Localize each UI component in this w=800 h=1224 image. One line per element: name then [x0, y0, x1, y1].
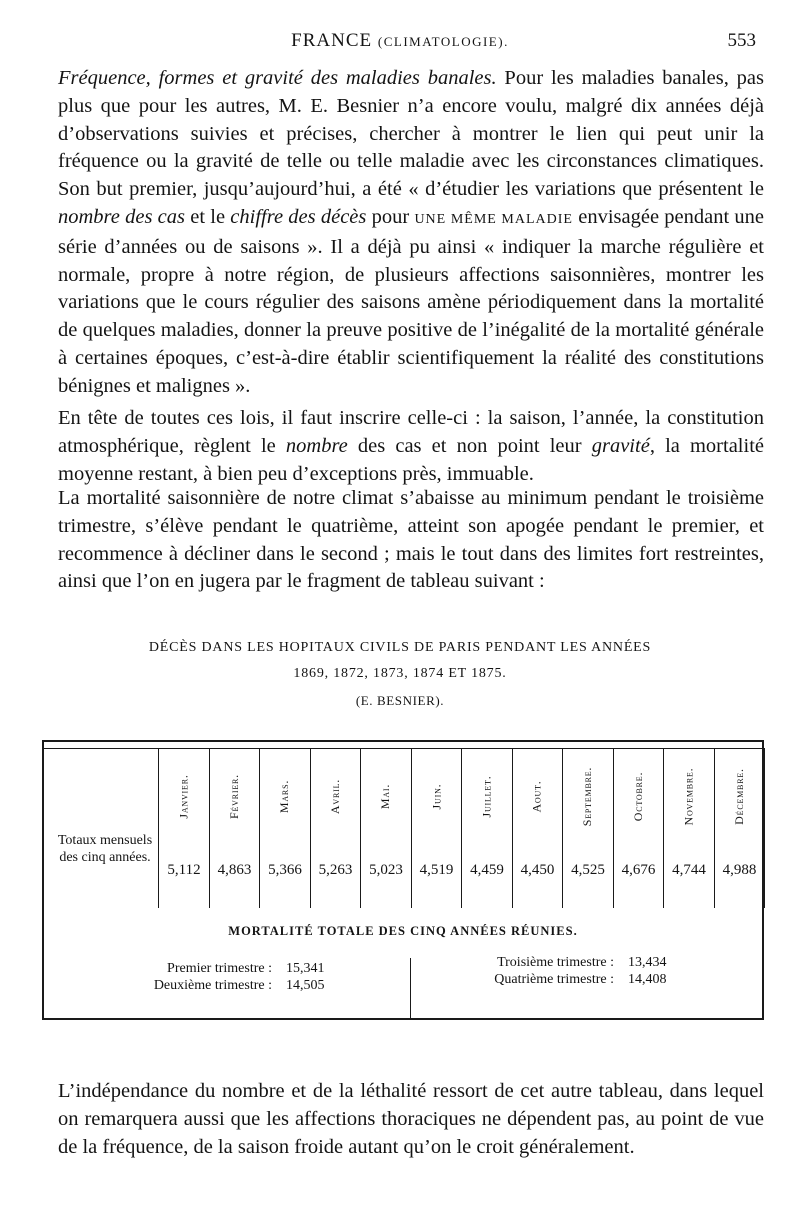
running-title	[275, 30, 525, 52]
month-header	[614, 754, 664, 838]
paragraph-frequence	[58, 65, 764, 401]
month-header	[462, 754, 512, 838]
para1-text-3: pour	[366, 205, 415, 228]
month-value: 4,744	[672, 862, 706, 878]
summary-title: MORTALITÉ TOTALE DES CINQ ANNÉES RÉUNIES.	[228, 924, 578, 938]
para1-text-2: et le	[185, 205, 231, 228]
month-label: Aout.	[529, 779, 544, 813]
month-label: Décembre.	[732, 767, 746, 825]
trimester-row	[476, 971, 698, 988]
month-header	[664, 754, 714, 838]
trimester-label: Troisième trimestre :	[497, 955, 614, 970]
paragraph-lois	[58, 405, 764, 488]
running-title-main: FRANCE	[291, 30, 378, 51]
month-value: 4,676	[621, 862, 656, 878]
month-header	[159, 754, 209, 838]
deaths-table	[42, 740, 764, 1020]
para2-italic-2: gravité	[591, 434, 650, 457]
month-header	[210, 754, 260, 838]
month-value: 4,519	[419, 862, 454, 878]
trimester-row	[476, 954, 698, 971]
month-header	[311, 754, 361, 838]
table-caption-author: (E. BESNIER).	[355, 693, 445, 708]
month-label: Mai.	[378, 783, 393, 809]
para1-text-4: envisagée pendant une série d’années ou de saisons ». Il a déjà pu ainsi « indiquer la marche régulière et normale, propre à notre région, de plusieurs affections saisonnières, montrer les variations que le cours régulier des saisons amène périodiquement dans la mortalité de quelques maladies, donner la preuve positive de l’inégalité de la mortalité générale à certaines époques, c’est-à-dire établir scientifiquement la réalité des constitutions bénignes et malignes ».	[58, 205, 765, 397]
trimesters-left	[134, 960, 356, 994]
table-inner-rule	[44, 748, 762, 749]
month-label: Juin.	[428, 783, 443, 809]
month-value: 5,366	[268, 862, 302, 878]
month-header	[412, 754, 462, 838]
month-value: 4,863	[217, 862, 252, 878]
month-label: Avril.	[327, 778, 342, 814]
month-label: Février.	[227, 773, 241, 819]
month-value: 5,112	[167, 862, 201, 878]
trimester-label: Deuxième trimestre :	[153, 978, 272, 993]
month-label: Juillet.	[479, 774, 494, 818]
month-value: 5,263	[318, 862, 353, 878]
month-value: 4,988	[722, 862, 757, 878]
para2-text-1: En tête de toutes ces lois, il faut inscrire celle-ci : la saison, l’année, la constitution atmosphérique, règlent le	[58, 407, 764, 457]
trimesters-right	[476, 954, 698, 988]
para2-italic-1: nombre	[285, 434, 348, 457]
trimester-value: 13,434	[628, 955, 667, 970]
month-header	[715, 754, 765, 838]
month-value: 4,459	[470, 862, 504, 878]
para1-smallcaps: UNE MÊME MALADIE	[414, 211, 573, 227]
trimester-value: 14,408	[628, 972, 667, 987]
row-label: Totaux mensuels des cinq années.	[57, 833, 153, 865]
paragraph-mortalite	[58, 485, 764, 596]
para1-italic-2: chiffre des décès	[230, 205, 367, 228]
paragraph-lead: Fréquence, formes et gravité des maladies banales.	[58, 67, 497, 89]
summary-divider	[410, 958, 411, 1020]
para4-text: L’indépendance du nombre et de la léthalité ressort de cet autre tableau, dans lequel on remarquera aussi que les affections thoraciques ne dépendent pas, au point de vue de la fréquence, de la saison froide autant qu’on le croit généralement.	[58, 1080, 764, 1158]
month-label: Mars.	[277, 779, 292, 813]
page-header	[0, 30, 800, 60]
table-caption-years: 1869, 1872, 1873, 1874 ET 1875.	[293, 666, 507, 681]
month-label: Janvier.	[176, 773, 191, 819]
running-title-sub: (CLIMATOLOGIE).	[377, 34, 509, 49]
month-value: 4,525	[571, 862, 605, 878]
trimester-row	[134, 977, 356, 994]
table-caption-title: DÉCÈS DANS LES HOPITAUX CIVILS DE PARIS PENDANT LES ANNÉES	[148, 640, 652, 655]
trimester-row	[134, 960, 356, 977]
trimester-value: 14,505	[286, 978, 325, 993]
month-header	[260, 754, 310, 838]
page-number: 553	[727, 30, 756, 51]
trimester-label: Premier trimestre :	[167, 961, 272, 976]
trimester-label: Quatrième trimestre :	[494, 972, 614, 987]
column-divider	[764, 748, 765, 908]
trimester-value: 15,341	[286, 961, 325, 976]
paragraph-independance	[58, 1078, 764, 1161]
para1-text-1: Pour les maladies banales, pas plus que pour les autres, M. E. Besnier n’a encore voulu, malgré dix années déjà d’observations suivies et précises, chercher à montrer le lien qui peut unir la fréquence ou la gravité de telle ou telle maladie avec les circonstances climatiques. Son but premier, jusqu’aujourd’hui, a été « d’étudier les variations que présentent le	[58, 67, 764, 201]
month-header	[513, 754, 563, 838]
month-header	[361, 754, 411, 838]
para2-text-3: , la mortalité moyenne restant, à bien peu d’exceptions près, immuable.	[58, 434, 764, 485]
month-label: Septembre.	[580, 766, 595, 826]
para3-text: La mortalité saisonnière de notre climat s’abaisse au minimum pendant le troisième trimestre, s’élève pendant le quatrième, atteint son apogée pendant le premier, et recommence à décliner dans le second ; mais le tout dans des limites fort restreintes, ainsi que l’on en jugera par le fragment de tableau suivant :	[58, 487, 764, 593]
month-label: Novembre.	[681, 767, 696, 825]
month-label: Octobre.	[630, 771, 645, 821]
para1-italic-1: nombre des cas	[58, 205, 185, 228]
month-value: 5,023	[369, 862, 403, 878]
month-header	[563, 754, 613, 838]
para2-text-2: des cas et non point leur	[347, 434, 592, 457]
month-value: 4,450	[520, 862, 555, 878]
